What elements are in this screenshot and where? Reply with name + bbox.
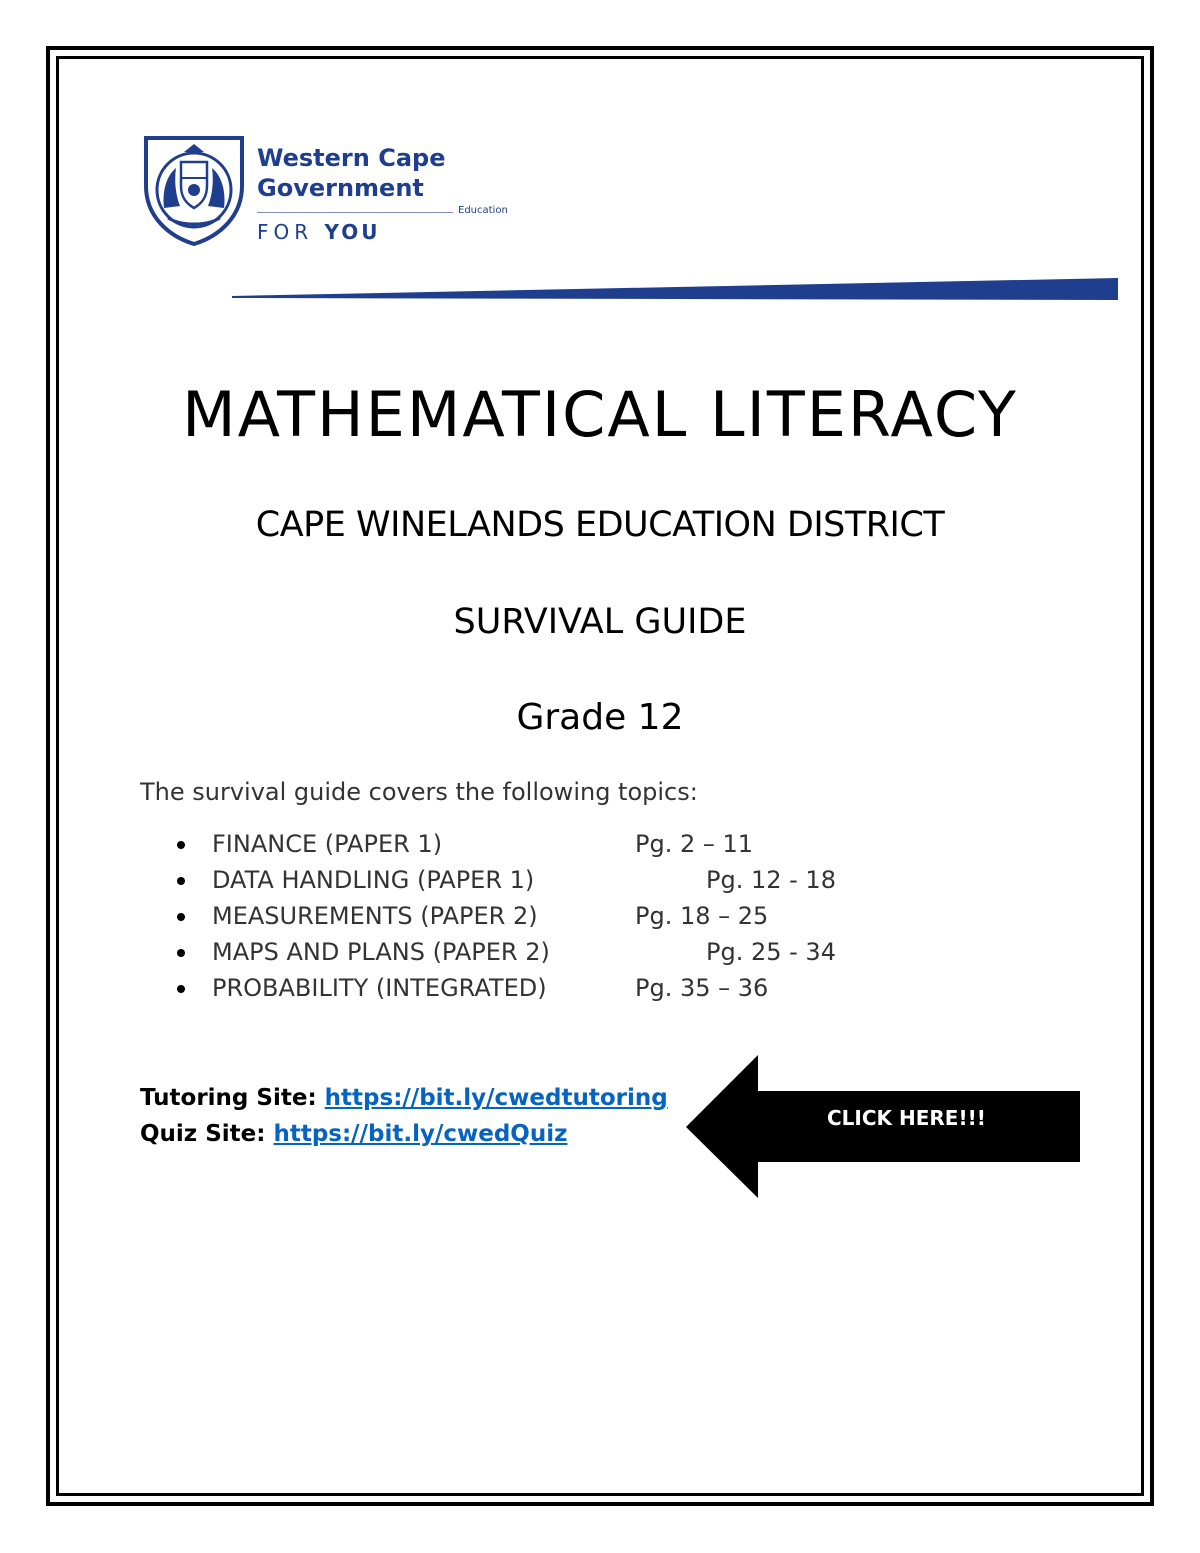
bullet-icon <box>177 913 185 921</box>
tutoring-site-row <box>140 1080 668 1116</box>
quiz-site-link[interactable]: https://bit.ly/cwedQuiz <box>273 1121 568 1147</box>
quiz-site-label: Quiz Site: <box>140 1121 266 1147</box>
western-cape-government-logo <box>140 134 540 249</box>
topic-pages: Pg. 18 – 25 <box>635 902 769 930</box>
topics-list <box>0 826 1200 1006</box>
list-item <box>0 934 1200 970</box>
guide-name: SURVIVAL GUIDE <box>453 602 747 642</box>
tutoring-site-label: Tutoring Site: <box>140 1085 317 1111</box>
tagline-you: YOU <box>324 220 381 244</box>
logo-text-western-cape: Western Cape <box>257 144 446 172</box>
document-title: MATHEMATICAL LITERACY <box>182 378 1018 451</box>
list-item <box>0 862 1200 898</box>
district-name: CAPE WINELANDS EDUCATION DISTRICT <box>255 505 945 545</box>
topic-pages: Pg. 2 – 11 <box>635 830 754 858</box>
site-links <box>140 1080 668 1152</box>
list-item <box>0 898 1200 934</box>
logo-text-government: Government <box>257 174 424 202</box>
topic-pages: Pg. 12 - 18 <box>706 866 836 894</box>
topic-name: MAPS AND PLANS (PAPER 2) <box>212 938 550 966</box>
topics-intro: The survival guide covers the following topics: <box>140 778 698 806</box>
bullet-icon <box>177 985 185 993</box>
topic-name: PROBABILITY (INTEGRATED) <box>212 974 547 1002</box>
quiz-site-row <box>140 1116 668 1152</box>
list-item <box>0 970 1200 1006</box>
logo-tagline <box>257 220 381 244</box>
coat-of-arms-icon <box>140 134 248 246</box>
bullet-icon <box>177 949 185 957</box>
header-blue-stripe <box>232 278 1118 300</box>
topic-name: FINANCE (PAPER 1) <box>212 830 443 858</box>
click-here-label[interactable]: CLICK HERE!!! <box>827 1106 986 1130</box>
topic-name: MEASUREMENTS (PAPER 2) <box>212 902 538 930</box>
tagline-for: FOR <box>257 220 314 244</box>
grade-label: Grade 12 <box>516 697 684 738</box>
bullet-icon <box>177 877 185 885</box>
list-item <box>0 826 1200 862</box>
bullet-icon <box>177 841 185 849</box>
topic-pages: Pg. 25 - 34 <box>706 938 836 966</box>
logo-divider <box>257 212 453 213</box>
topic-pages: Pg. 35 – 36 <box>635 974 769 1002</box>
topic-name: DATA HANDLING (PAPER 1) <box>212 866 535 894</box>
logo-text-education: Education <box>458 205 508 216</box>
page-border-inner <box>56 56 1144 1496</box>
tutoring-site-link[interactable]: https://bit.ly/cwedtutoring <box>324 1085 668 1111</box>
